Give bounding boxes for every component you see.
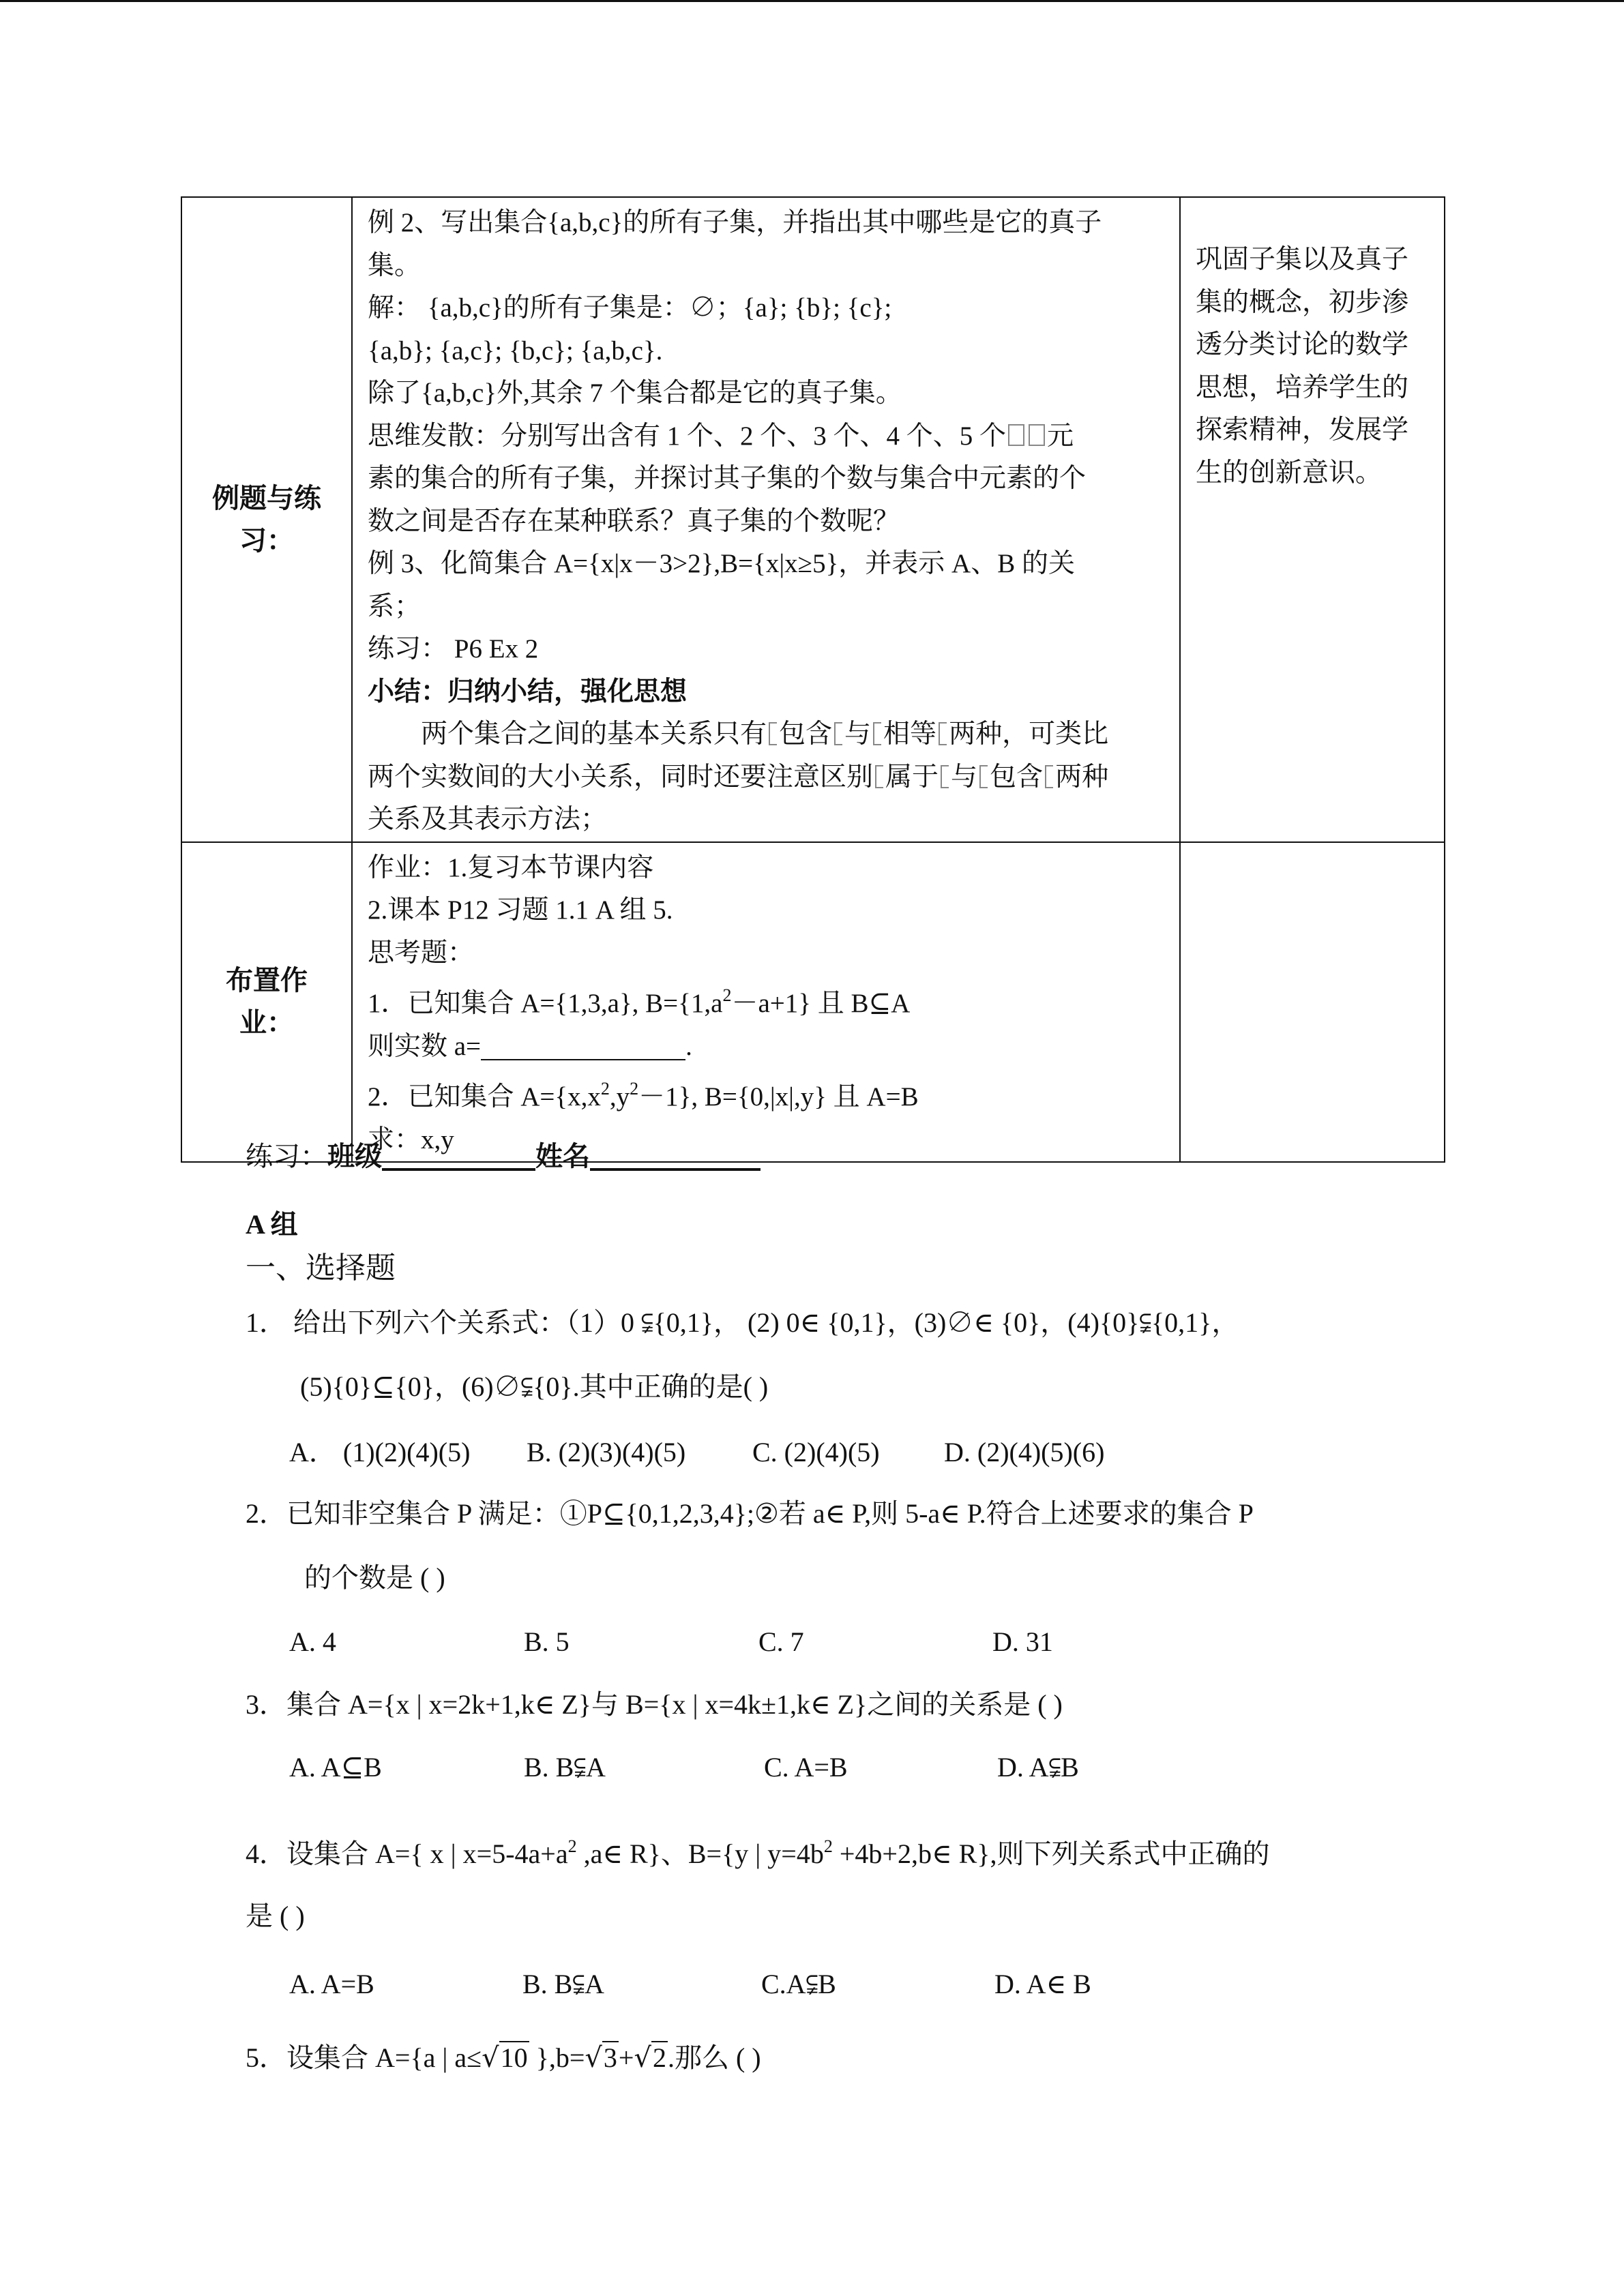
quote-mark-icon [769,722,777,745]
row-heading-examples [181,197,352,842]
q2-option-b[interactable]: B. 5 [524,1626,570,1657]
quote-mark-icon [875,765,883,788]
q4-option-b[interactable]: B. B⫋A [522,1969,604,1999]
divergent-tail: 元 [1047,421,1074,451]
q1-line1: 1． 给出下列六个关系式：（1）0 ⫋{0,1}， (2) 0∈ {0,1}，(3)∅∈ {0}，(4){0}⫋{0,1}， [246,1307,1239,1338]
example2-line1: 例 2、写出集合{a,b,c}的所有子集，并指出其中哪些是它的真子 [368,208,1102,237]
homework-heading-text: 布置作业： [226,965,308,1039]
q3-option-c[interactable]: C. A=B [764,1752,848,1783]
q3-option-a[interactable]: A. A⊆B [289,1752,382,1783]
example3-line2: 系； [368,591,422,621]
superscript: 2 [722,985,732,1005]
note-line: 集的概念，初步渗 [1196,287,1409,317]
example2-line2: 集。 [368,250,422,280]
page-top-rule [0,0,1624,2]
q1-option-d[interactable]: D. (2)(4)(5)(6) [944,1437,1105,1467]
q2-option-d[interactable]: D. 31 [992,1626,1053,1657]
sqrt-icon: √ [585,2042,602,2074]
q5-suffix: .那么 ( ) [667,2042,761,2073]
divergent-text: 思维发散：分别写出含有 1 个、2 个、3 个、4 个、5 个 [368,421,1007,451]
superscript: 2 [600,1079,610,1099]
summary-text-d: 相等 [883,719,937,749]
q4-line2: 是 ( ) [246,1900,305,1931]
q5-line1 [246,2042,761,2074]
homework-line1: 作业：1.复习本节课内容 [368,852,654,882]
quote-mark-icon [979,765,988,788]
summary-heading: 小结：归纳小结，强化思想 [368,676,688,707]
superscript: 2 [567,1836,577,1856]
thinking-q2 [368,1068,1167,1119]
summary-line1 [368,713,1167,756]
homework-note-empty [1180,842,1445,1163]
section-heading: 一、选择题 [246,1251,396,1285]
quote-mark-icon [941,765,949,788]
divergent-line1 [368,415,1167,458]
q4-option-c[interactable]: C.A⫋B [761,1969,836,1999]
q4-text-b: ,a∈ R}、B={y | y=4b [576,1838,824,1869]
thinking-q2-a: 2．已知集合 A={x,x [368,1082,601,1112]
note-line: 巩固子集以及真子 [1196,245,1409,274]
homework-content [352,842,1180,1163]
quote-mark-icon [873,722,881,745]
summary-text-a: 两个集合之间的基本关系只有 [421,719,767,749]
teaching-note [1180,197,1445,842]
note-line: 思想，培养学生的 [1196,372,1409,402]
q3-line1: 3．集合 A={x | x=2k+1,k∈ Z}与 B={x | x=4k±1,k∈ Z}之间的关系是 ( ) [246,1689,1063,1720]
q4-option-a[interactable]: A. A=B [289,1969,374,1999]
q4-text-a: 4．设集合 A={ x | x=5-4a+a [246,1838,568,1869]
homework-line2: 2.课本 P12 习题 1.1 A 组 5. [368,895,673,925]
summary-text-f: 两个实数间的大小关系，同时还要注意区别 [368,762,874,792]
sqrt-icon: √ [482,2042,499,2074]
summary-text-g: 属于 [885,762,939,792]
placeholder-box-icon [1029,424,1045,446]
summary-text-i: 包含 [990,762,1044,792]
exercise-prefix: 练习： [246,1141,327,1172]
quote-mark-icon [939,722,947,745]
q2-line1: 2．已知非空集合 P 满足：①P⊆{0,1,2,3,4};②若 a∈ P,则 5-a∈ P.符合上述要求的集合 P [246,1498,1254,1529]
note-line: 探索精神，发展学 [1196,415,1409,445]
q2-line2: 的个数是 ( ) [304,1562,445,1593]
q3-option-b[interactable]: B. B⫋A [524,1752,606,1783]
note-line: 透分类讨论的数学 [1196,330,1409,359]
practice-line: 练习： P6 Ex 2 [368,634,539,664]
q3-option-d[interactable]: D. A⫋B [997,1752,1079,1783]
thinking-q2-ask: 求：x,y [368,1124,454,1154]
q4-line1 [246,1830,1269,1870]
q1-option-c[interactable]: C. (2)(4)(5) [752,1437,880,1467]
thinking-q1-b: －a+1} 且 B⊆A [731,989,911,1018]
class-blank[interactable] [382,1141,535,1171]
summary-text-e: 两种，可类比 [949,719,1109,749]
thinking-q2-b: ,y [609,1082,630,1112]
summary-text-c: 与 [844,719,872,749]
sqrt-icon: √ [634,2042,651,2074]
q5-mid: },b= [529,2042,585,2073]
q1-option-a[interactable]: A． (1)(2)(4)(5) [289,1437,471,1467]
q2-option-c[interactable]: C. 7 [758,1626,804,1657]
placeholder-box-icon [1008,424,1024,446]
summary-line2 [368,756,1167,799]
quote-mark-icon [1045,765,1053,788]
q4-option-d[interactable]: D. A∈ B [994,1969,1091,1999]
solution-line1: 解： {a,b,c}的所有子集是：∅；{a}; {b}; {c}; [368,293,892,323]
name-blank[interactable] [590,1141,761,1171]
divergent-line3: 数之间是否存在某种联系？真子集的个数呢？ [368,506,900,536]
thinking-q1 [368,974,1167,1026]
thinking-heading: 思考题： [368,938,475,968]
radicand: 10 [500,2042,528,2073]
q1-line2: (5){0}⊆{0}，(6)∅⫋{0}.其中正确的是( ) [300,1371,769,1402]
divergent-line2: 素的集合的所有子集，并探讨其子集的个数与集合中元素的个 [368,464,1087,493]
example3-line1: 例 3、化简集合 A={x|x－3>2},B={x|x≥5}，并表示 A、B 的关 [368,549,1075,578]
radicand: 2 [652,2042,666,2073]
note-line: 生的创新意识。 [1196,458,1383,488]
group-label: A 组 [246,1209,298,1240]
superscript: 2 [823,1836,833,1856]
solution-line2: {a,b}; {a,c}; {b,c}; {a,b,c}. [368,336,663,366]
examples-content [352,197,1180,842]
q5-prefix: 5．设集合 A={a | a≤ [246,2042,482,2073]
name-label: 姓名 [535,1141,590,1172]
thinking-q2-c: －1}, B={0,|x|,y} 且 A=B [638,1082,919,1112]
thinking-q1-a: 1．已知集合 A={1,3,a}, B={1,a [368,989,723,1018]
thinking-q1-answer [368,1026,1167,1069]
exercise-header [246,1140,761,1173]
q2-option-a[interactable]: A. 4 [289,1626,336,1657]
summary-text-j: 两种 [1055,762,1109,792]
summary-text-h: 与 [951,762,978,792]
answer-period: . [685,1031,692,1061]
lesson-plan-table [181,196,1445,1163]
table-row-homework [181,842,1445,1163]
class-label: 班级 [327,1141,382,1172]
q4-text-c: +4b+2,b∈ R},则下列关系式中正确的 [832,1838,1270,1869]
answer-blank[interactable] [481,1032,685,1060]
row-heading-homework [181,842,352,1163]
quote-mark-icon [834,722,842,745]
radicand: 3 [603,2042,617,2073]
solution-line3: 除了{a,b,c}外,其余 7 个集合都是它的真子集。 [368,378,902,408]
plus-sign: + [618,2042,634,2073]
table-row-examples [181,197,1445,842]
summary-line3: 关系及其表示方法； [368,805,608,834]
answer-label: 则实数 a= [368,1031,482,1061]
q1-option-b[interactable]: B. (2)(3)(4)(5) [527,1437,686,1467]
summary-text-b: 包含 [779,719,833,749]
examples-heading-text: 例题与练习： [212,482,321,556]
superscript: 2 [630,1079,639,1099]
